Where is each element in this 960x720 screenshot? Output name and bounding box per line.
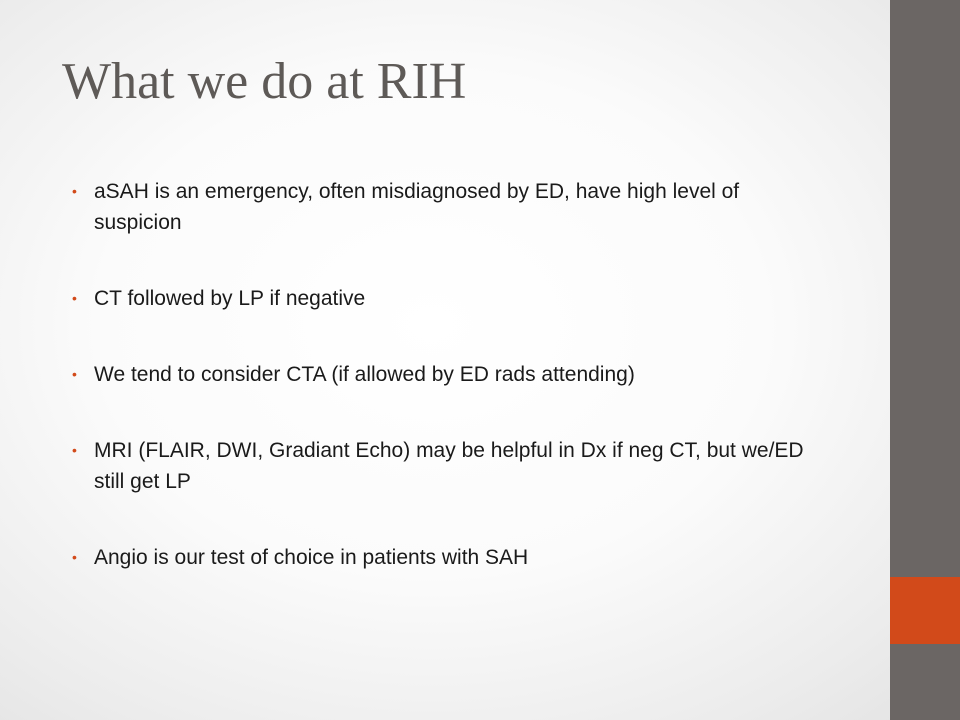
- accent-block: [890, 577, 960, 644]
- slide-title: What we do at RIH: [62, 53, 467, 110]
- bullet-item: [72, 359, 812, 390]
- bullet-item: [72, 176, 812, 238]
- bullet-icon: •: [72, 549, 77, 565]
- bullet-icon: •: [72, 442, 77, 458]
- bullet-text: CT followed by LP if negative: [94, 287, 366, 310]
- bullet-text: We tend to consider CTA (if allowed by ED rads attending): [94, 363, 635, 386]
- bullet-text: Angio is our test of choice in patients with SAH: [94, 546, 529, 569]
- bullet-text: aSAH is an emergency, often misdiagnosed by ED, have high level of suspicion: [94, 180, 740, 234]
- bullet-icon: •: [72, 183, 77, 199]
- bullet-item: [72, 283, 812, 314]
- bullet-icon: •: [72, 366, 77, 382]
- bullet-text: MRI (FLAIR, DWI, Gradiant Echo) may be helpful in Dx if neg CT, but we/ED still get LP: [94, 439, 804, 493]
- bullet-list: [72, 176, 812, 573]
- bullet-item: [72, 542, 812, 573]
- bullet-icon: •: [72, 290, 77, 306]
- bullet-item: [72, 435, 812, 497]
